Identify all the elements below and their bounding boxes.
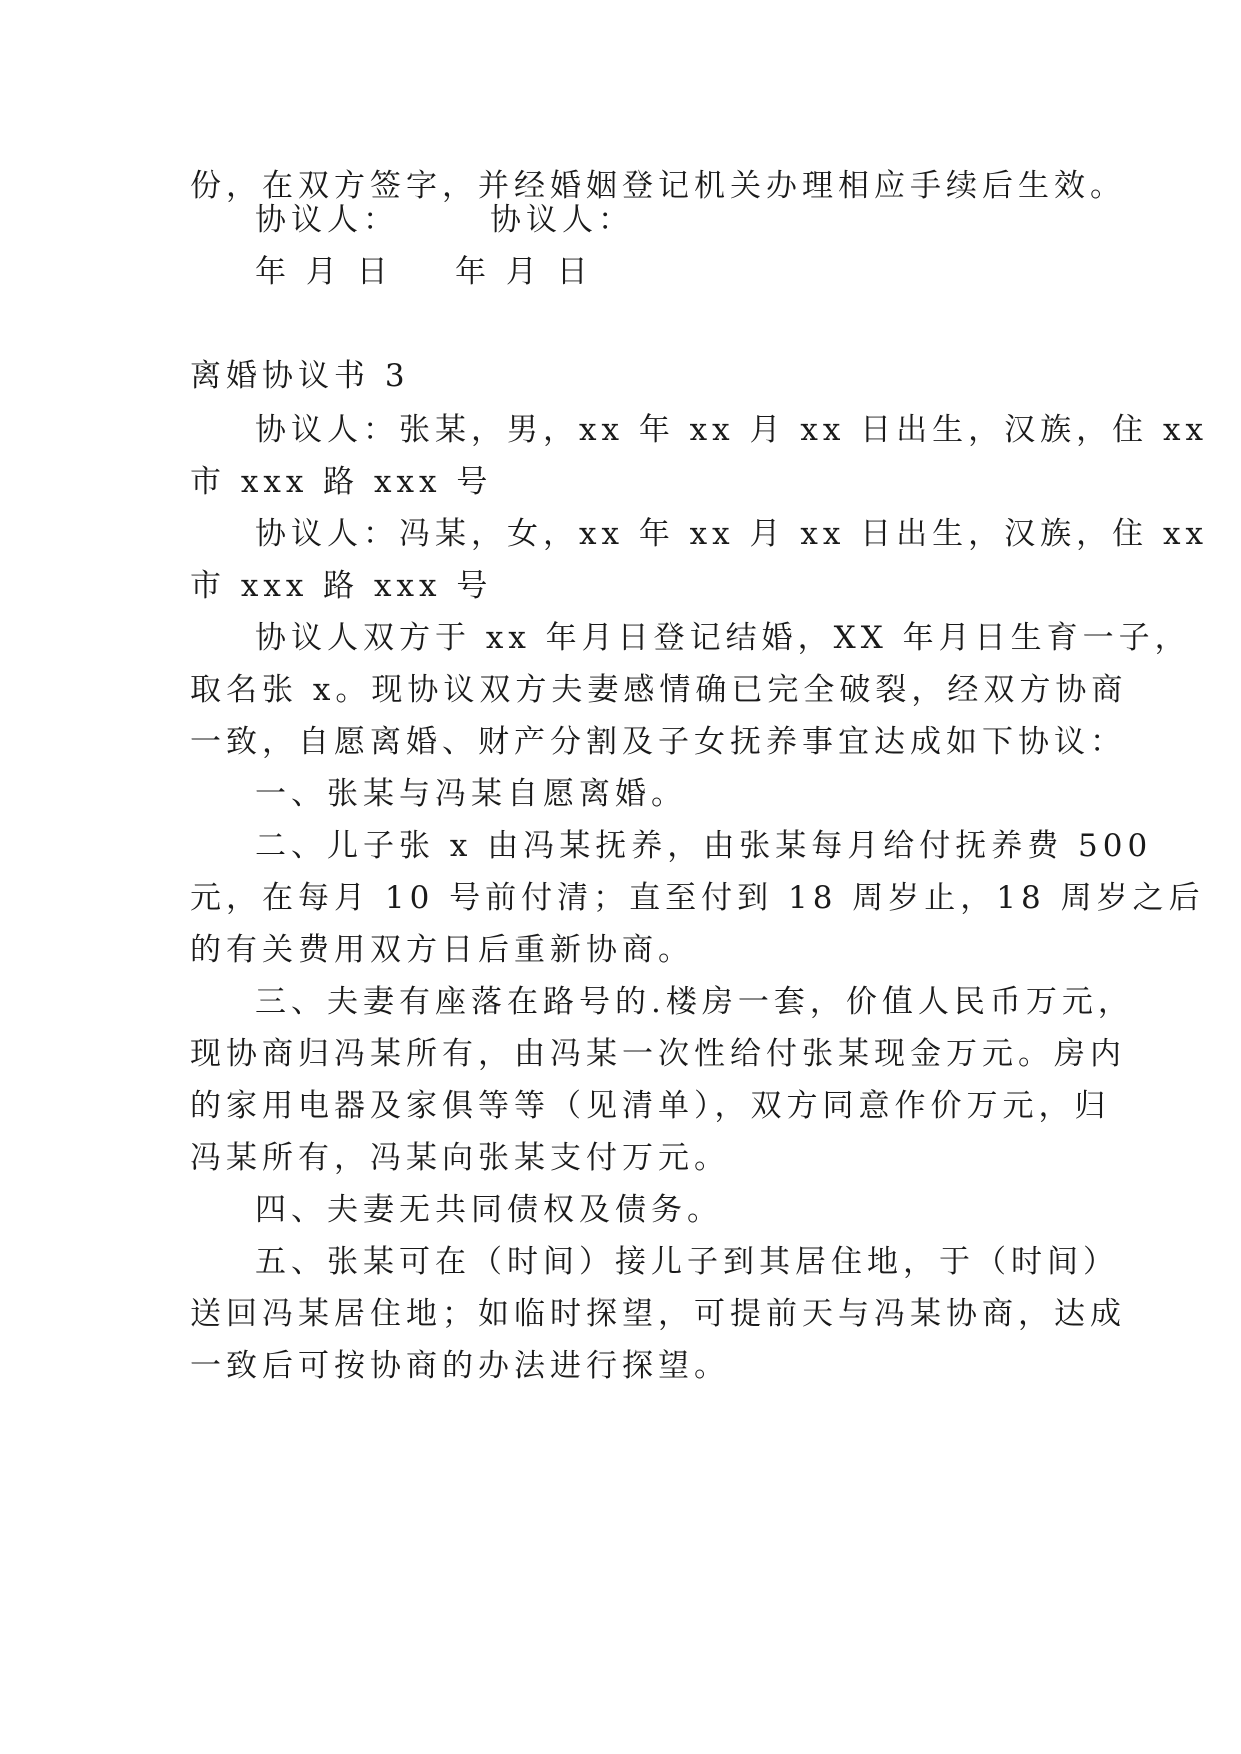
clause-5-line-1: 五、张某可在（时间）接儿子到其居住地，于（时间）	[255, 1244, 1119, 1280]
intro-line-2: 取名张 x。现协议双方夫妻感情确已完全破裂，经双方协商	[190, 672, 1128, 708]
party2-line2: 市 xxx 路 xxx 号	[190, 568, 493, 604]
clause-5-line-2: 送回冯某居住地；如临时探望，可提前天与冯某协商，达成	[190, 1296, 1126, 1332]
clause-3-line-4: 冯某所有，冯某向张某支付万元。	[190, 1140, 730, 1176]
party2-line1: 协议人：冯某，女，xx 年 xx 月 xx 日出生，汉族，住 xx	[255, 516, 1208, 552]
signatory-label-right: 协议人：	[490, 202, 634, 238]
closing-line: 份，在双方签字，并经婚姻登记机关办理相应手续后生效。	[190, 168, 1126, 204]
party1-line1: 协议人：张某，男，xx 年 xx 月 xx 日出生，汉族，住 xx	[255, 412, 1208, 448]
clause-3-line-3: 的家用电器及家俱等等（见清单），双方同意作价万元，归	[190, 1088, 1111, 1124]
clause-1: 一、张某与冯某自愿离婚。	[255, 776, 687, 812]
date-left: 年 月 日	[255, 254, 393, 290]
date-right: 年 月 日	[455, 254, 593, 290]
clause-5-line-3: 一致后可按协商的办法进行探望。	[190, 1348, 730, 1384]
clause-2-line-2: 元，在每月 10 号前付清；直至付到 18 周岁止，18 周岁之后	[190, 880, 1205, 916]
clause-2-line-3: 的有关费用双方日后重新协商。	[190, 932, 694, 968]
clause-4: 四、夫妻无共同债权及债务。	[255, 1192, 723, 1228]
intro-line-1: 协议人双方于 xx 年月日登记结婚，XX 年月日生育一子，	[255, 620, 1191, 656]
party1-line2: 市 xxx 路 xxx 号	[190, 464, 493, 500]
document-title: 离婚协议书 3	[190, 358, 410, 394]
clause-3-line-2: 现协商归冯某所有，由冯某一次性给付张某现金万元。房内	[190, 1036, 1126, 1072]
clause-2-line-1: 二、儿子张 x 由冯某抚养，由张某每月给付抚养费 500	[255, 828, 1153, 864]
clause-3-line-1: 三、夫妻有座落在路号的.楼房一套，价值人民币万元，	[255, 984, 1134, 1020]
signatory-label-left: 协议人：	[255, 202, 399, 238]
intro-line-3: 一致，自愿离婚、财产分割及子女抚养事宜达成如下协议：	[190, 724, 1126, 760]
